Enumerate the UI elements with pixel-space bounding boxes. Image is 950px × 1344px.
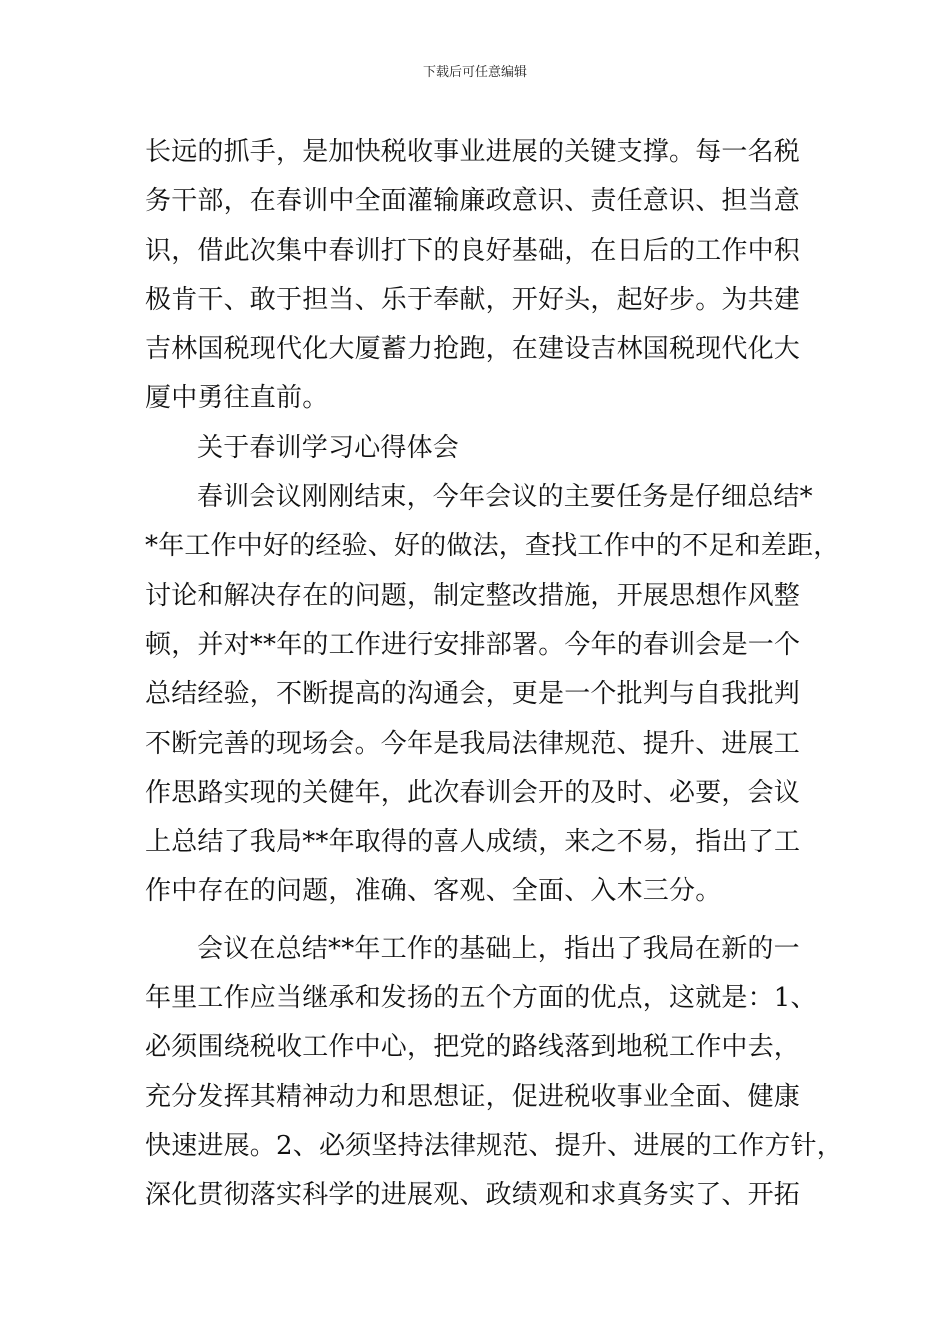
text-line: 厦中勇往直前。 (145, 383, 329, 414)
text-line: 吉林国税现代化大厦蓄力抢跑，在建设吉林国税现代化大 (145, 334, 801, 365)
heading-line: 关于春训学习心得体会 (197, 432, 460, 463)
text-line: 上总结了我局**年取得的喜人成绩，来之不易，指出了工 (145, 827, 801, 858)
text-line: 不断完善的现场会。今年是我局法律规范、提升、进展工 (145, 728, 801, 759)
text-line: 快速进展。2、必须坚持法律规范、提升、进展的工作方针， (145, 1130, 843, 1161)
text-line: 深化贯彻落实科学的进展观、政绩观和求真务实了、开拓 (145, 1180, 801, 1211)
paragraph (145, 128, 825, 424)
text-line: 春训会议刚刚结束，今年会议的主要任务是仔细总结* (197, 482, 813, 513)
text-line: 会议在总结**年工作的基础上，指出了我局在新的一 (197, 933, 800, 964)
text-line: 年里工作应当继承和发扬的五个方面的优点，这就是：1、 (145, 983, 817, 1014)
text-line: 必须围绕税收工作中心，把党的路线落到地税工作中去， (145, 1032, 801, 1063)
document-body (145, 128, 843, 1221)
text-line: 极肯干、敢于担当、乐于奉献，开好头，起好步。为共建 (145, 284, 801, 315)
paragraph (145, 473, 840, 917)
section-heading (145, 424, 825, 473)
text-line: 充分发挥其精神动力和思想证，促进税收事业全面、健康 (145, 1081, 801, 1112)
text-line: 讨论和解决存在的问题，制定整改措施，开展思想作风整 (145, 580, 801, 611)
text-line: 作思路实现的关健年，此次春训会开的及时、必要，会议 (145, 777, 801, 808)
text-line: 识，借此次集中春训打下的良好基础，在日后的工作中积 (145, 235, 801, 266)
text-line: 长远的抓手，是加快税收事业进展的关键支撑。每一名税 (145, 137, 801, 167)
text-line: *年工作中好的经验、好的做法，查找工作中的不足和差距， (145, 531, 840, 562)
text-line: 总结经验，不断提高的沟通会，更是一个批判与自我批判 (145, 679, 801, 710)
page-header: 下载后可任意编辑 (422, 65, 527, 80)
text-line: 务干部，在春训中全面灌输廉政意识、责任意识、担当意 (145, 186, 801, 217)
paragraph (145, 925, 843, 1221)
text-line: 作中存在的问题，准确、客观、全面、入木三分。 (145, 876, 722, 907)
text-line: 顿，并对**年的工作进行安排部署。今年的春训会是一个 (145, 629, 801, 660)
